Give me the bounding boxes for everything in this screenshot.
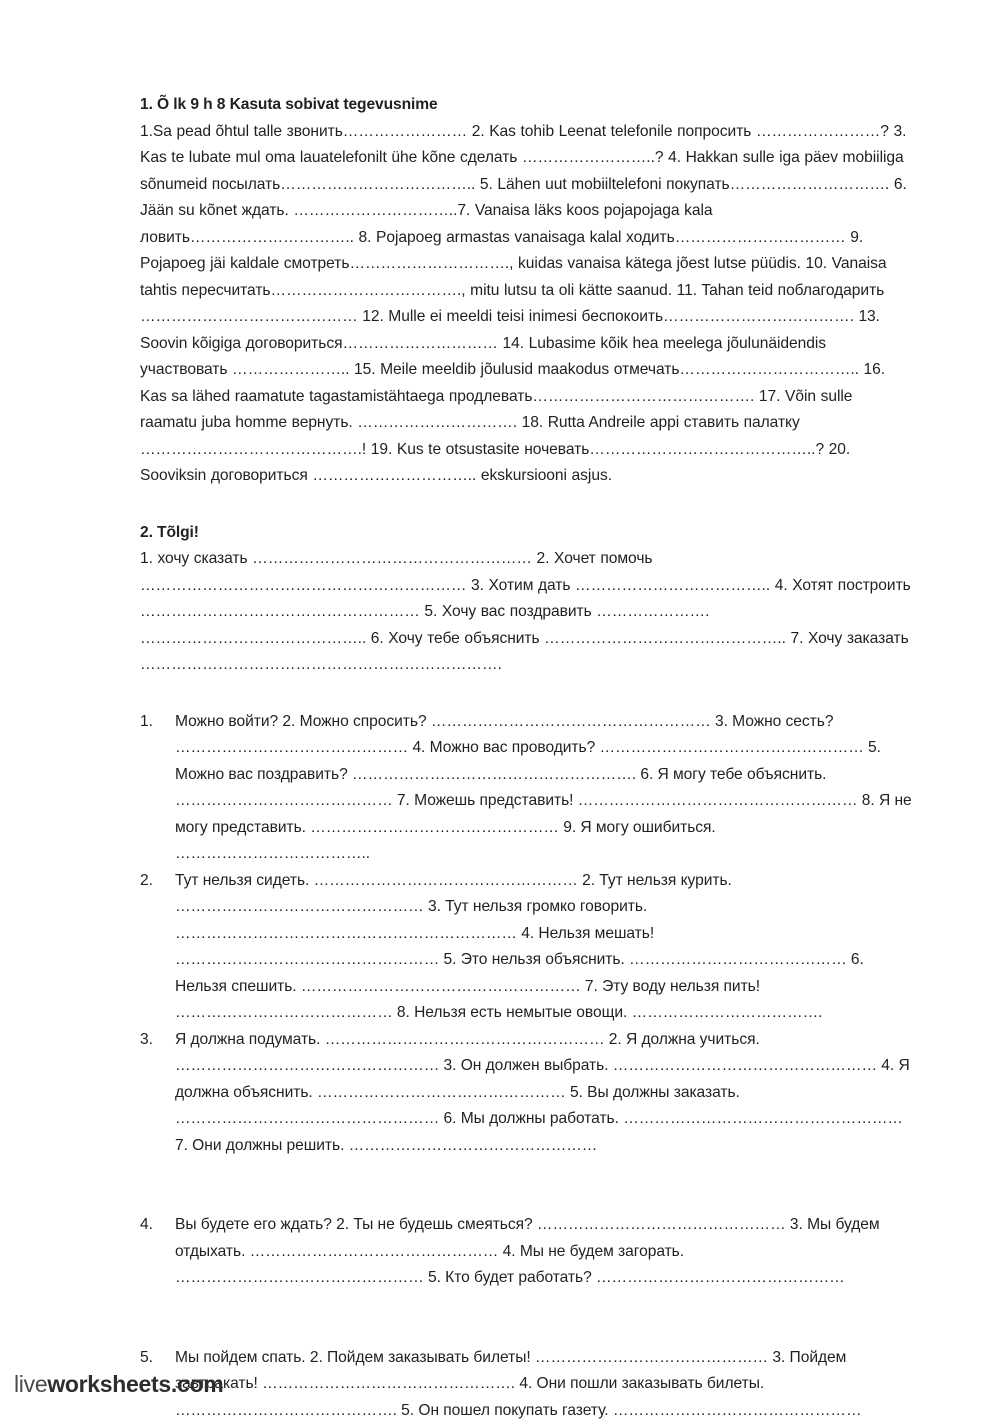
list-item-marker: 3. [140, 1027, 166, 1054]
section-1-body: 1.Sa pead õhtul talle звонить…………………… 2. Kas tohib Leenat telefonile попросить ……………………? 3. Kas te lubate mul oma lauatelefonilt ühe kõne сделать ……………………..? 4. Hakkan sulle iga päev mobiiliga sõnumeid посылать……………………………….. 5. Lähen uut mobiiltelefoni покупать…………………………. 6. Jään su kõnet ждать. …………………………..7. Vanaisa läks koos pojapojaga kala ловить………………………….. 8. Pojapoeg armastas vanaisaga kalal ходить…………………………… 9. Pojapoeg jäi kaldale смотреть…………………………., kuidas vanaisa kätega jõest lutse püüdis. 10. Vanaisa tahtis пересчитать………………………………., mitu lutsu ta oli kätte saanud. 11. Tahan teid поблагодарить …………………………………… 12. Mulle ei meeldi teisi inimesi беспокоить………………………………. 13. Soovin kõigiga договориться………………………… 14. Lubasime kõik hea meelega jõulunäidendis участвовать ………………….. 15. Meile meeldib jõulusid maakodus отмечать…………………………….. 16. Kas sa lähed raamatute tagastamistähtaega продлевать……………………………………. 17. Võin sulle raamatu juba homme вернуть. …………………………. 18. Rutta Andreile appi ставить палатку …………………………………….! 19. Kus te otsustasite ночевать……………………………………..? 20. Sooviksin договориться ………………………….. ekskursiooni asjus. [140, 119, 912, 490]
section-1-heading: 1. Õ lk 9 h 8 Kasuta sobivat tegevusnime [140, 92, 912, 119]
list-item-text: Тут нельзя сидеть. …………………………………………… 2. Тут нельзя курить. ………………………………………… 3. Тут нельзя громко говорить. ………………………………………………………… 4. Нельзя мешать! …………………………………………… 5. Это нельзя объяснить. …………………………………… 6. Нельзя спешить. ……………………………………………… 7. Эту воду нельзя пить! …………………………………… 8. Нельзя есть немытые овощи. ………………………………. [175, 868, 912, 1027]
worksheet-content [140, 92, 912, 1424]
list-item-marker: 1. [140, 709, 166, 736]
list-item-text: Я должна подумать. ……………………………………………… 2. Я должна учиться. …………………………………………… 3. Он должен выбрать. …………………………………………… 4. Я должна объяснить. ………………………………………… 5. Вы должны заказать. …………………………………………… 6. Мы должны работать. ……………………………………………… 7. Они должны решить. ………………………………………… [175, 1027, 912, 1160]
section-spacer [140, 490, 912, 520]
brand-bold-text: worksheets.com [47, 1371, 223, 1397]
list-item [140, 1212, 912, 1292]
list-item [140, 1345, 912, 1424]
list-item-marker: 4. [140, 1212, 166, 1239]
section-spacer [140, 679, 912, 709]
liveworksheets-logo [14, 1371, 223, 1397]
list-spacer [140, 1292, 912, 1345]
exercise-list [140, 709, 912, 1424]
list-item-text: Мы пойдем спать. 2. Пойдем заказывать билеты! ……………………………………… 3. Пойдем завтракать! …………………………………………. 4. Они пошли заказывать билеты. ……………………………………. 5. Он пошел покупать газету. ………………………………………… [175, 1345, 912, 1424]
list-item-marker: 5. [140, 1345, 166, 1372]
section-2-heading: 2. Tõlgi! [140, 520, 912, 547]
section-2-body: 1. хочу сказать ……………………………………………… 2. Хочет помочь ……………………………………………………… 3. Хотим дать ……………………………….. 4. Хотят построить ……………………………………………… 5. Хочу вас поздравить …………………. …………………………………….. 6. Хочу тебе объяснить ……………………………………….. 7. Хочу заказать ……………………………………………………………. [140, 546, 912, 679]
list-item-marker: 2. [140, 868, 166, 895]
list-item [140, 1027, 912, 1160]
brand-light-text: live [14, 1371, 47, 1397]
list-spacer [140, 1159, 912, 1212]
list-item [140, 709, 912, 868]
list-item-text: Можно войти? 2. Можно спросить? ……………………………………………… 3. Можно сесть? ……………………………………… 4. Можно вас проводить? …………………………………………… 5. Можно вас поздравить? ………………………………………………. 6. Я могу тебе объяснить. …………………………………… 7. Можешь представить! ……………………………………………… 8. Я не могу представить. ………………………………………… 9. Я могу ошибиться. ……………………………….. [175, 709, 912, 868]
list-item-text: Вы будете его ждать? 2. Ты не будешь смеяться? ………………………………………… 3. Мы будем отдыхать. ………………………………………… 4. Мы не будем загорать. ………………………………………… 5. Кто будет работать? ………………………………………… [175, 1212, 912, 1292]
list-item [140, 868, 912, 1027]
